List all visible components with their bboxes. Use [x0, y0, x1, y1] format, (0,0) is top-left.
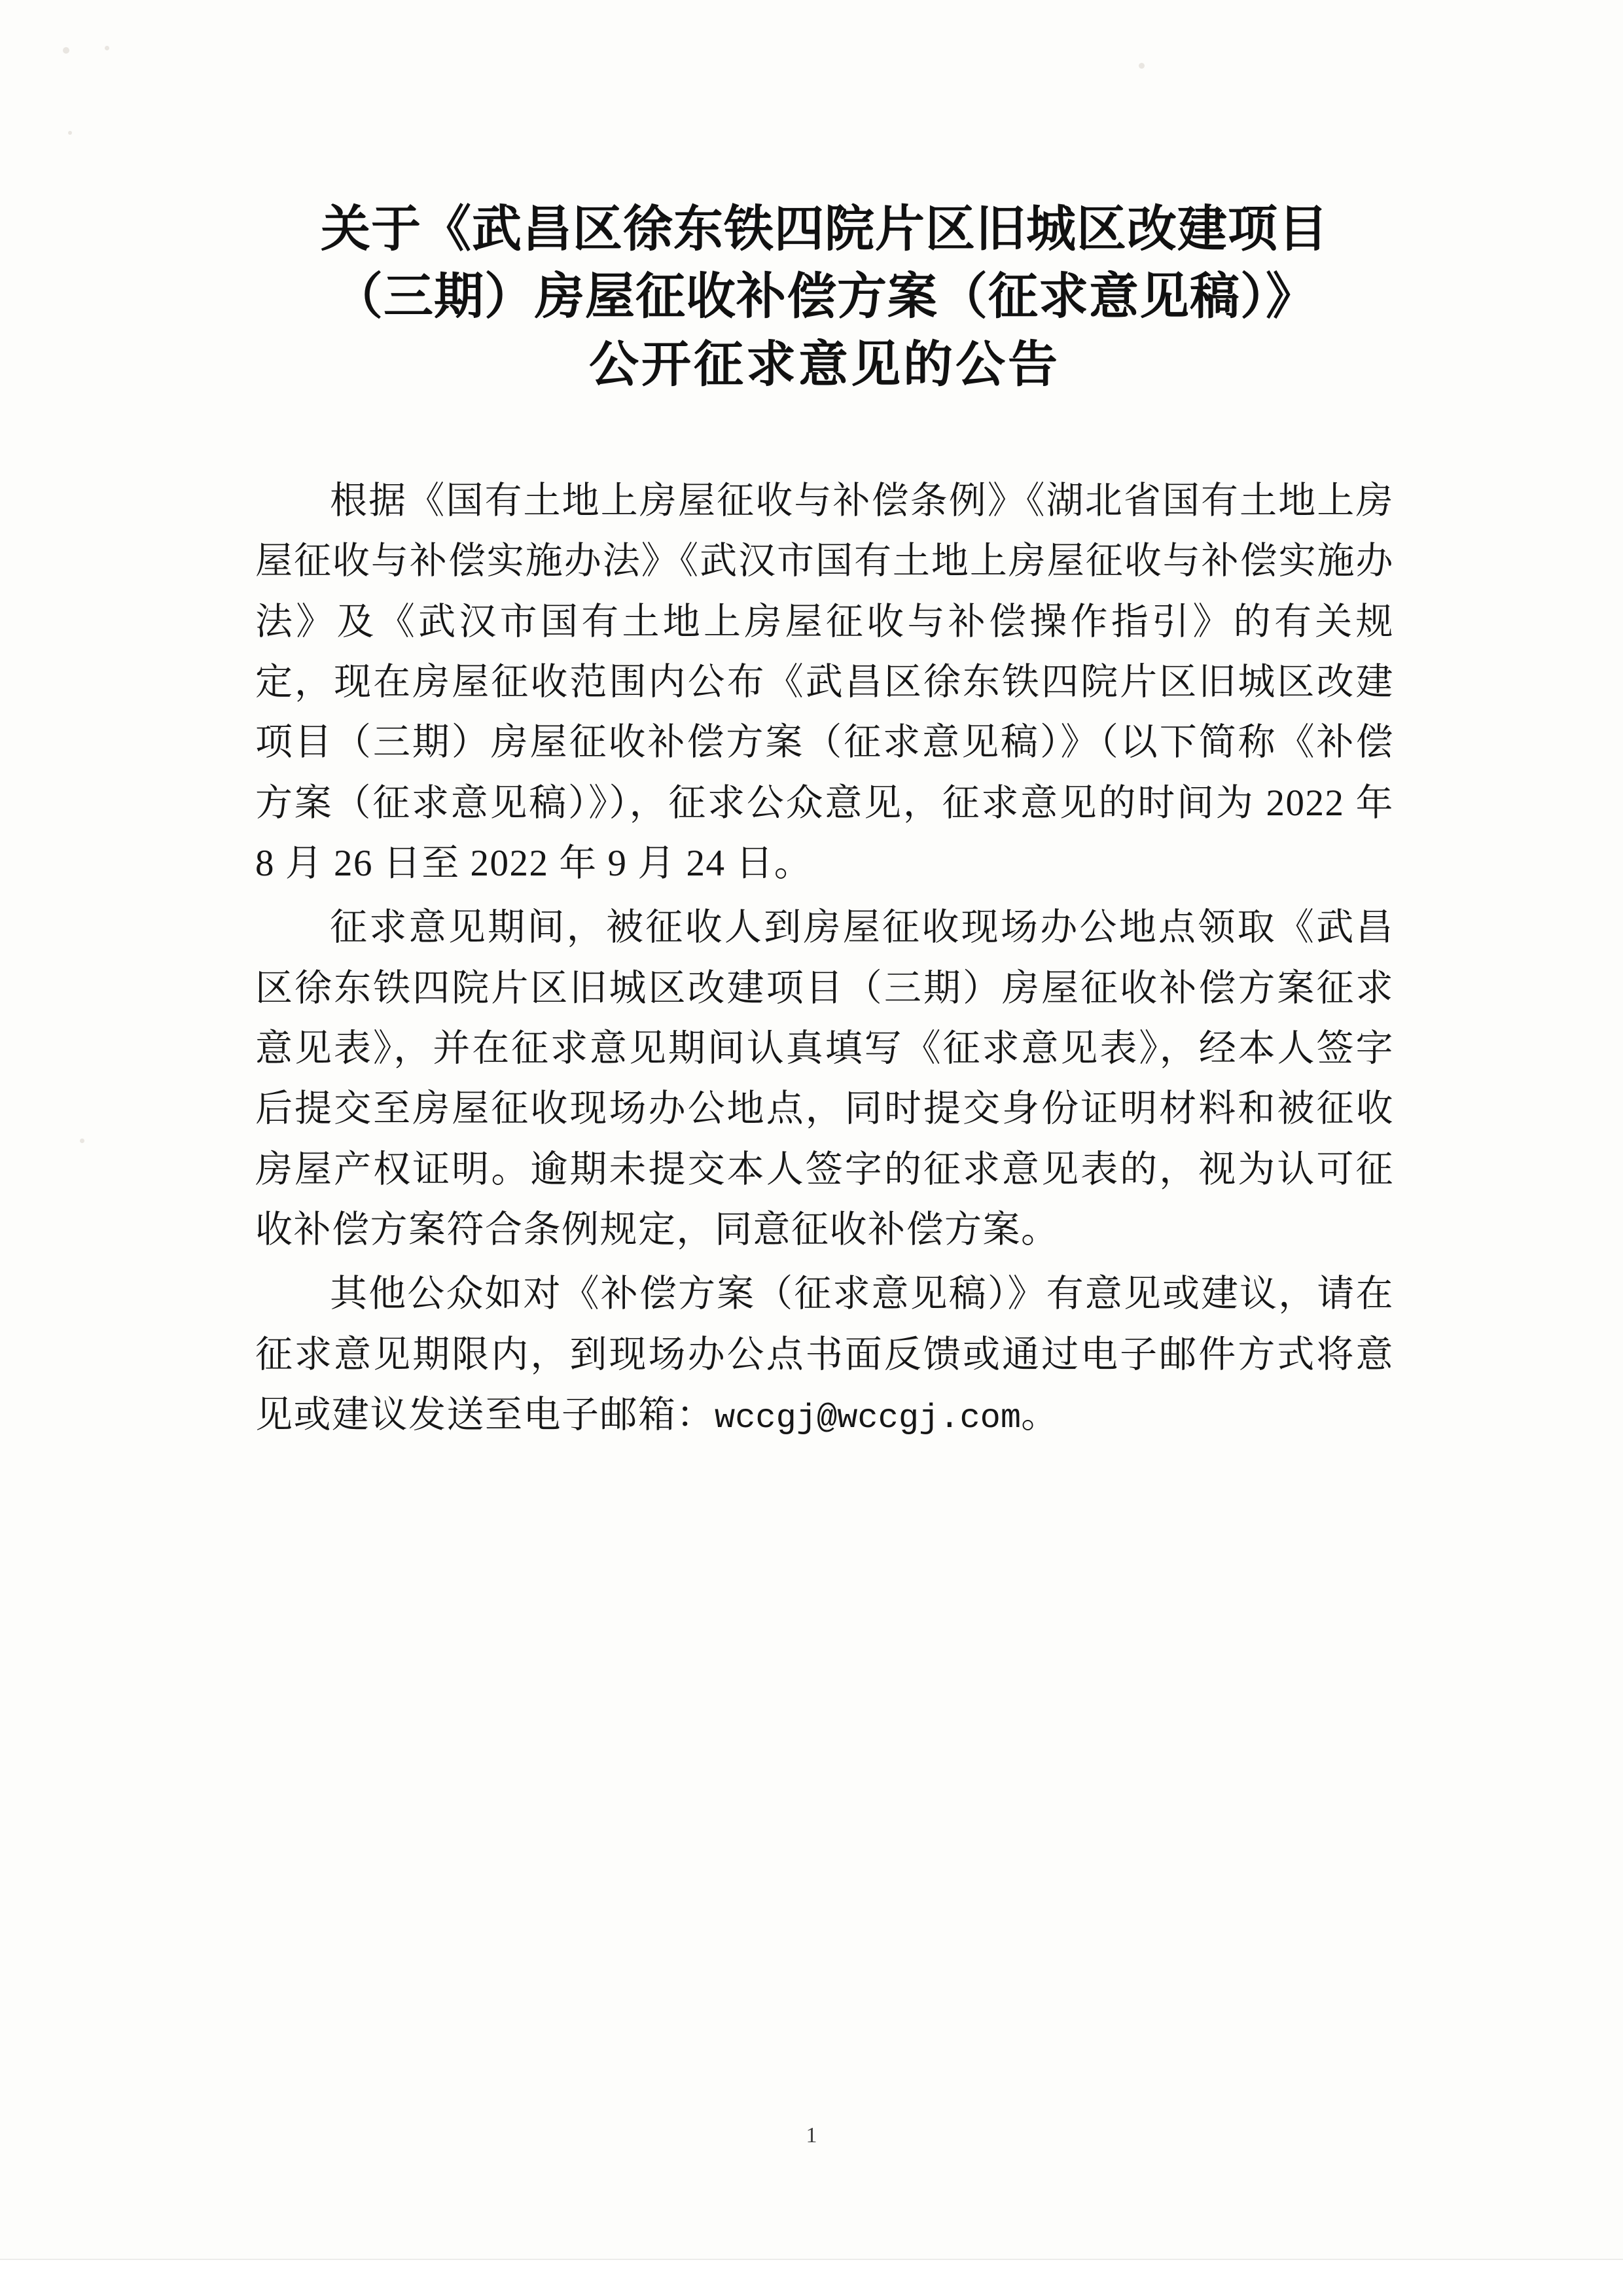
page-title-line: 公开征求意见的公告 — [589, 337, 1060, 393]
document-body — [255, 471, 1394, 1446]
scan-artifact-speck — [63, 47, 69, 54]
scan-artifact-speck — [80, 1139, 84, 1143]
page-title-line: （三期）房屋征收补偿方案（征求意见稿）》 — [333, 270, 1316, 325]
page-bottom-edge — [0, 2259, 1623, 2296]
document-content — [255, 196, 1394, 1450]
paragraph-1: 根据《国有土地上房屋征收与补偿条例》《湖北省国有土地上房屋征收与补偿实施办法》《武汉市国有土地上房屋征收与补偿实施办法》及《武汉市国有土地上房屋征收与补偿操作指引》的有关规定，现在房屋征收范围内公布《武昌区徐东铁四院片区旧城区改建项目（三期）房屋征收补偿方案（征求意见稿）》（以下简称《补偿方案（征求意见稿）》），征求公众意见，征求意见的时间为 2022 年 8 月 26 日至 2022 年 9 月 24 日。 — [255, 480, 1394, 885]
scan-artifact-speck — [1139, 63, 1145, 69]
contact-email: wccgj@wccgj.com — [715, 1399, 1022, 1438]
scan-artifact-speck — [68, 131, 72, 135]
page-title — [255, 196, 1394, 399]
paragraph-3-text: 其他公众如对《补偿方案（征求意见稿）》有意见或建议，请在征求意见期限内，到现场办公点书面反馈或通过电子邮件方式将意见或建议发送至电子邮箱： — [255, 1273, 1394, 1436]
page-title-line: 关于《武昌区徐东铁四院片区旧城区改建项目 — [321, 202, 1329, 257]
paragraph-2: 征求意见期间，被征收人到房屋征收现场办公地点领取《武昌区徐东铁四院片区旧城区改建项目（三期）房屋征收补偿方案征求意见表》，并在征求意见期间认真填写《征求意见表》，经本人签字后提交至房屋征收现场办公地点，同时提交身份证明材料和被征收房屋产权证明。逾期未提交本人签字的征求意见表的，视为认可征收补偿方案符合条例规定，同意征收补偿方案。 — [255, 907, 1394, 1251]
scan-artifact-speck — [105, 46, 109, 50]
page-number: 1 — [806, 2123, 817, 2147]
paragraph-3-suffix: 。 — [1021, 1394, 1060, 1436]
paragraph-3 — [255, 1264, 1394, 1446]
